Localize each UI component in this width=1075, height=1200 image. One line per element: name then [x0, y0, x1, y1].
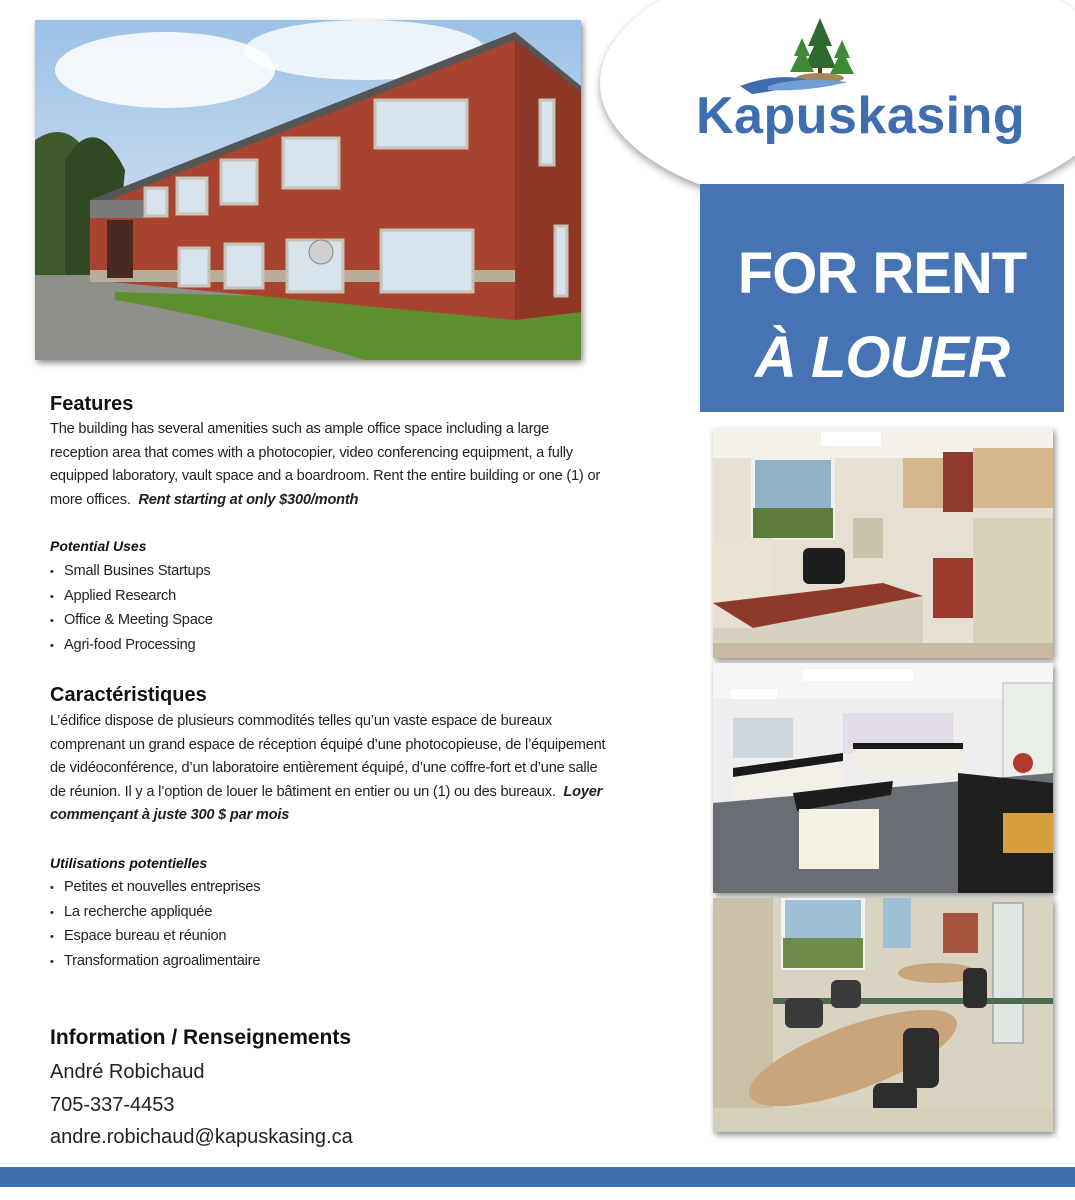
- potential-uses-list: [50, 560, 213, 658]
- banner-line-english: FOR RENT: [737, 241, 1027, 306]
- features-paragraph: [50, 418, 610, 512]
- contact-name: André Robichaud: [50, 1061, 205, 1083]
- footer-bar: [0, 1167, 1075, 1187]
- building-photo: [35, 20, 581, 360]
- logo-wordmark: Kapuskasing: [696, 87, 1026, 145]
- contact-heading: Information / Renseignements: [50, 1026, 352, 1049]
- rent-price-text: Rent starting at only $300/month: [138, 491, 359, 508]
- list-item: • La recherche appliquée: [50, 901, 260, 926]
- loyer-price-text: Loyer commençant à juste 300 $ par mois: [50, 783, 603, 823]
- list-item: • Agri-food Processing: [50, 634, 213, 659]
- office-photo: [713, 428, 1053, 658]
- features-text: The building has several amenities such as ample office space including a large reception area that comes with a photocopier, video conferencing equipment, a fully equipped laboratory, vault space and a boardroom. Rent the entire building or one (1) or more offices.: [50, 421, 601, 508]
- list-item: • Small Busines Startups: [50, 560, 213, 585]
- for-rent-banner: [700, 184, 1064, 412]
- contact-phone[interactable]: 705-337-4453: [50, 1094, 175, 1116]
- caracteristiques-heading: Caractéristiques: [50, 684, 207, 706]
- banner-line-french: À LOUER: [755, 325, 1009, 390]
- potential-uses-heading: Potential Uses: [50, 538, 147, 554]
- laboratory-photo: [713, 663, 1053, 893]
- boardroom-photo: [713, 898, 1053, 1132]
- list-item: • Office & Meeting Space: [50, 609, 213, 634]
- list-item: • Transformation agroalimentaire: [50, 950, 260, 975]
- features-heading: Features: [50, 393, 134, 415]
- contact-email[interactable]: andre.robichaud@kapuskasing.ca: [50, 1126, 353, 1148]
- list-item: • Applied Research: [50, 585, 213, 610]
- caracteristiques-paragraph: [50, 710, 610, 828]
- utilisations-list: [50, 876, 260, 974]
- list-item: • Espace bureau et réunion: [50, 925, 260, 950]
- list-item: • Petites et nouvelles entreprises: [50, 876, 260, 901]
- caracteristiques-text: L’édifice dispose de plusieurs commodités telles qu’un vaste espace de bureaux comprenant un grand espace de réception équipé d’une photocopieuse, de l’équipement de vidéoconférence, d’un laboratoire entièrement équipé, d’une coffre-fort et d’une salle de réunion. Il y a l’option de louer le bâtiment en entier ou un (1) ou des bureaux.: [50, 713, 606, 800]
- utilisations-heading: Utilisations potentielles: [50, 855, 208, 871]
- pine-trees-logo-icon: [738, 16, 858, 96]
